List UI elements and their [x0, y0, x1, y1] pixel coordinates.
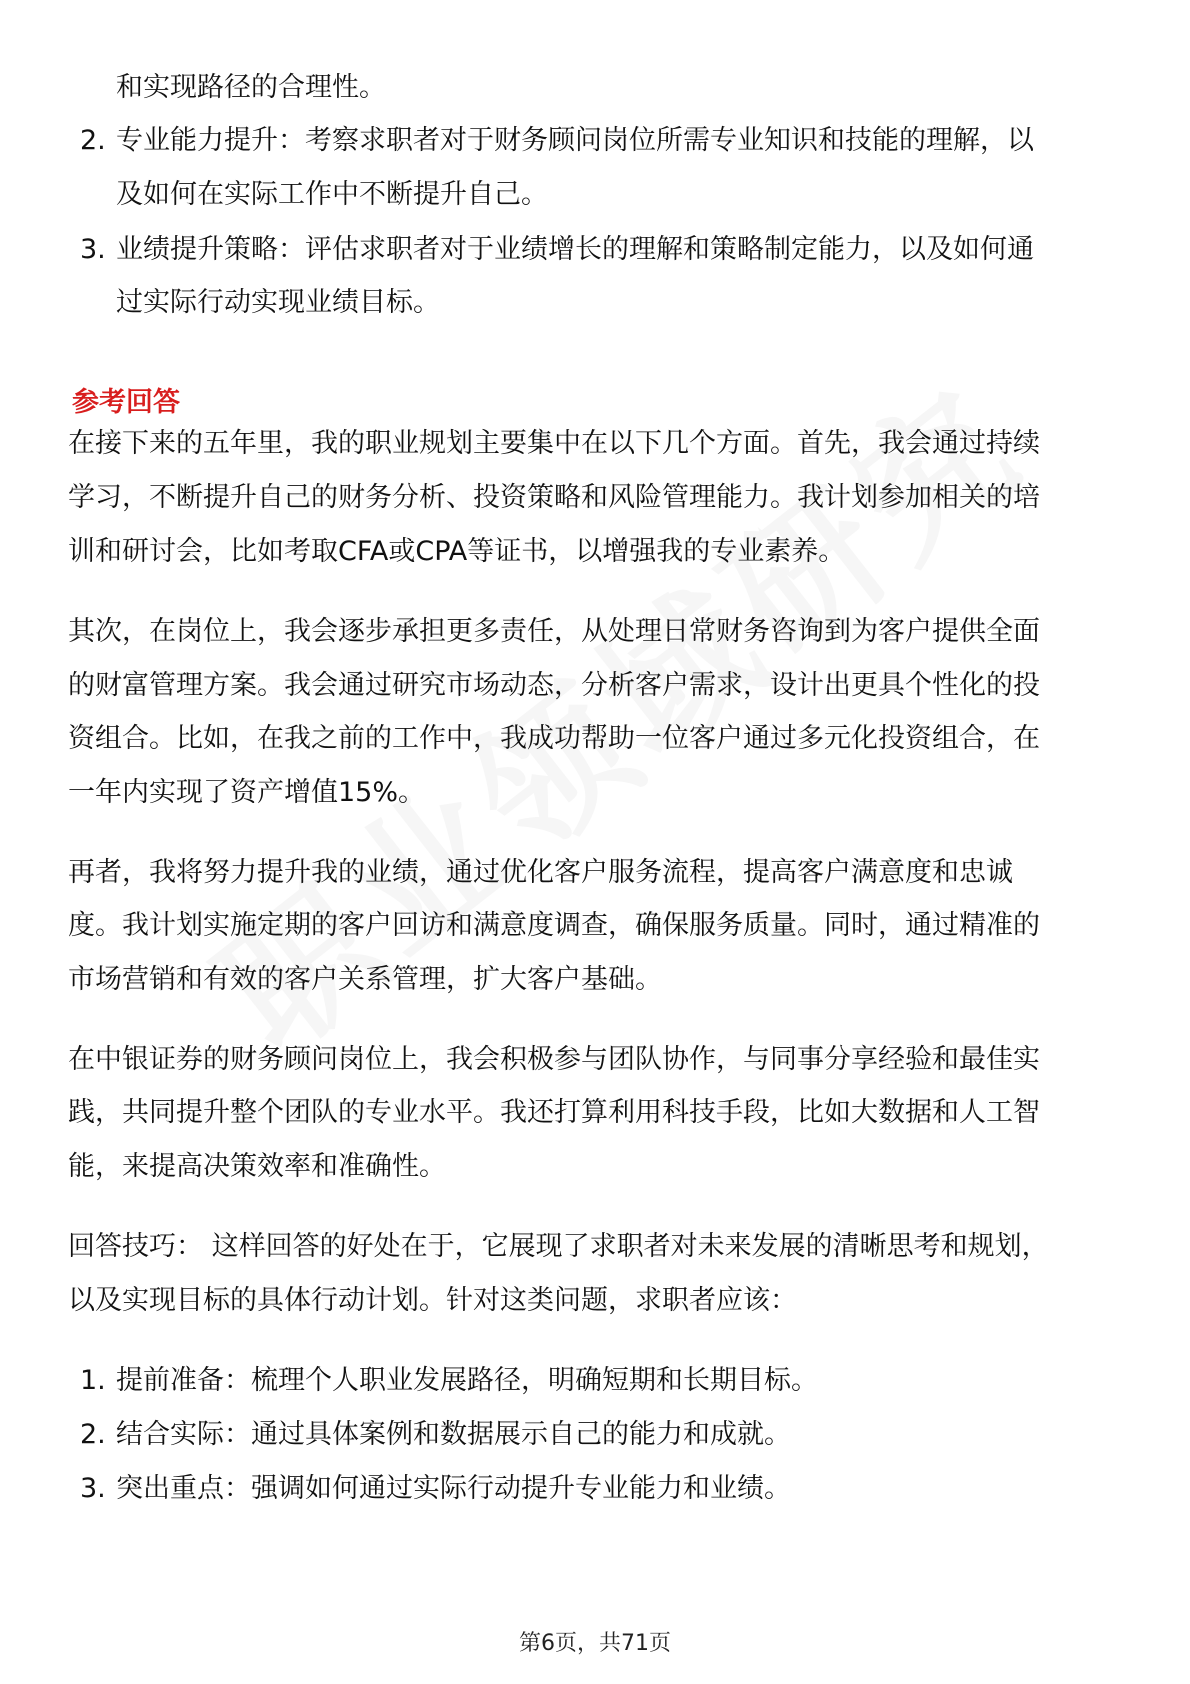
list-line: 提前准备：梳理个人职业发展路径，明确短期和长期目标。	[116, 1365, 818, 1396]
intro-continuation: 和实现路径的合理性。	[116, 72, 386, 103]
paragraph-line: 度。我计划实施定期的客户回访和满意度调查，确保服务质量。同时，通过精准的	[68, 910, 1040, 941]
paragraph-line: 再者，我将努力提升我的业绩，通过优化客户服务流程，提高客户满意度和忠诚	[68, 857, 1013, 888]
list-line: 专业能力提升：考察求职者对于财务顾问岗位所需专业知识和技能的理解，以	[116, 125, 1034, 156]
list-line: 结合实际：通过具体案例和数据展示自己的能力和成就。	[116, 1419, 791, 1450]
paragraph-line: 的财富管理方案。我会通过研究市场动态，分析客户需求，设计出更具个性化的投	[68, 670, 1040, 701]
paragraph-line: 在接下来的五年里，我的职业规划主要集中在以下几个方面。首先，我会通过持续	[68, 428, 1040, 459]
paragraph-line: 在中银证券的财务顾问岗位上，我会积极参与团队协作，与同事分享经验和最佳实	[68, 1044, 1040, 1075]
paragraph-line: 回答技巧： 这样回答的好处在于，它展现了求职者对未来发展的清晰思考和规划，	[68, 1231, 1049, 1262]
list-number: 1.	[80, 1365, 106, 1396]
paragraph-line: 其次，在岗位上，我会逐步承担更多责任，从处理日常财务咨询到为客户提供全面	[68, 616, 1040, 647]
list-number: 2.	[80, 125, 106, 156]
paragraph-line: 资组合。比如，在我之前的工作中，我成功帮助一位客户通过多元化投资组合，在	[68, 723, 1040, 754]
paragraph-line: 以及实现目标的具体行动计划。针对这类问题，求职者应该：	[68, 1285, 797, 1316]
paragraph-line: 学习，不断提升自己的财务分析、投资策略和风险管理能力。我计划参加相关的培	[68, 482, 1040, 513]
list-number: 3.	[80, 234, 106, 265]
paragraph-line: 能，来提高决策效率和准确性。	[68, 1151, 446, 1182]
list-line: 及如何在实际工作中不断提升自己。	[116, 179, 548, 210]
page-footer: 第6页，共71页	[519, 1631, 671, 1656]
list-number: 2.	[80, 1419, 106, 1450]
list-number: 3.	[80, 1473, 106, 1504]
paragraph-line: 市场营销和有效的客户关系管理，扩大客户基础。	[68, 964, 662, 995]
list-line: 业绩提升策略：评估求职者对于业绩增长的理解和策略制定能力，以及如何通	[116, 234, 1034, 265]
paragraph-line: 一年内实现了资产增值15%。	[68, 777, 426, 808]
list-line: 突出重点：强调如何通过实际行动提升专业能力和业绩。	[116, 1473, 791, 1504]
paragraph-line: 践，共同提升整个团队的专业水平。我还打算利用科技手段，比如大数据和人工智	[68, 1097, 1040, 1128]
list-line: 过实际行动实现业绩目标。	[116, 287, 440, 318]
section-heading: 参考回答	[72, 387, 180, 418]
paragraph-line: 训和研讨会，比如考取CFA或CPA等证书，以增强我的专业素养。	[68, 536, 846, 567]
